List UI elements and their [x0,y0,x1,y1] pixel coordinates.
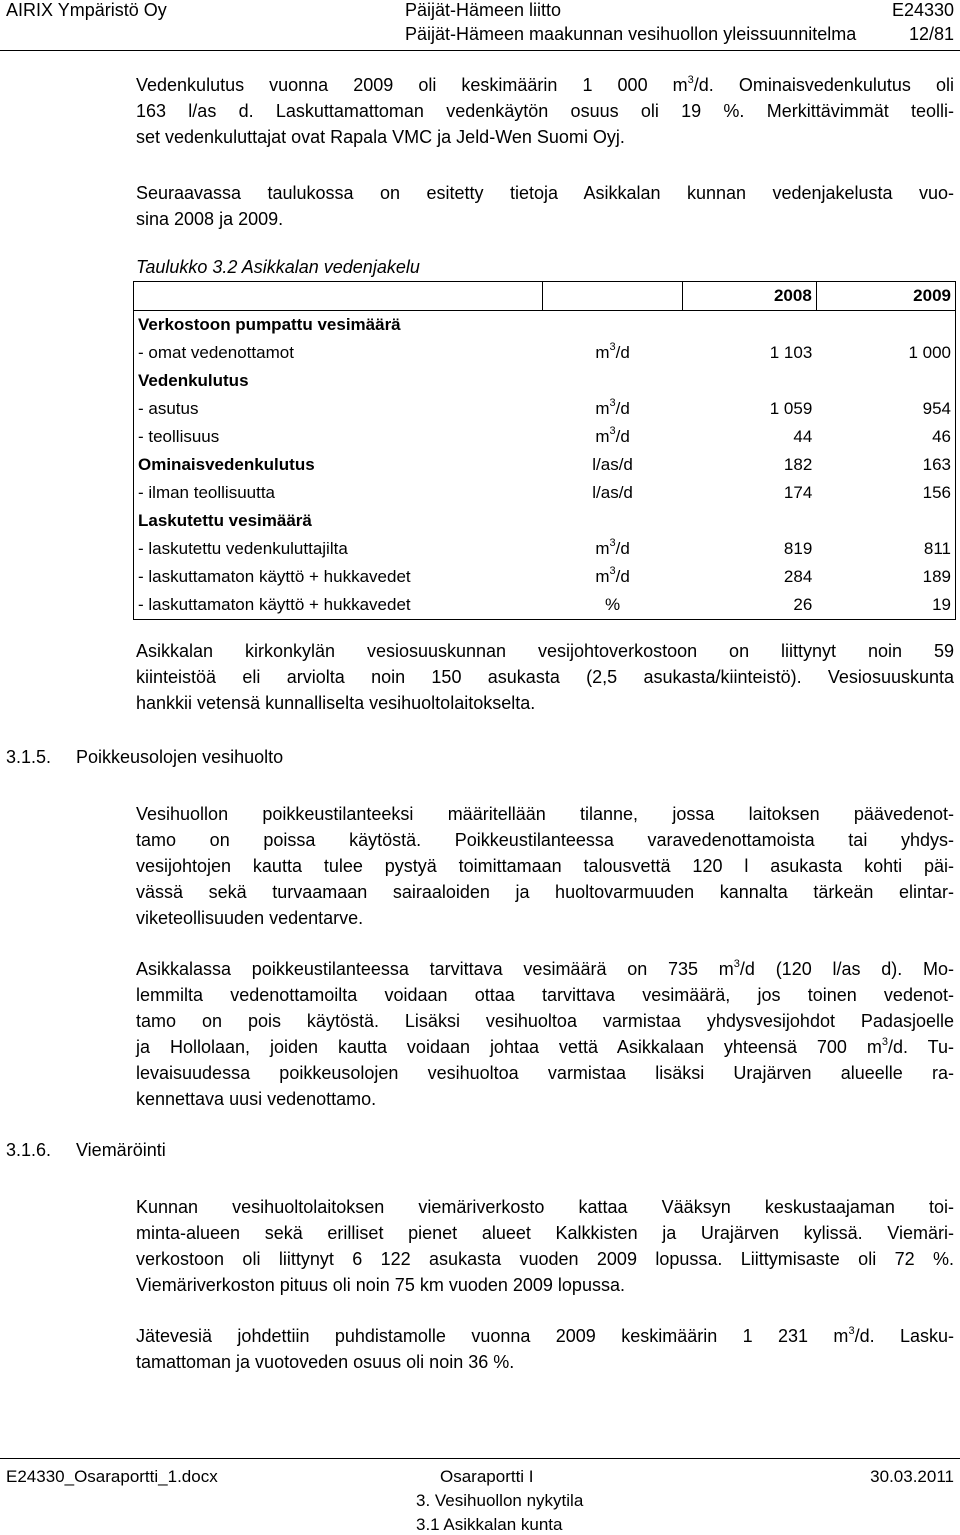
text-line [136,1323,954,1349]
row-label: - asutus [134,395,543,423]
value-2008: 1 059 [769,399,813,418]
text-line: viketeollisuuden vedentarve. [136,908,364,928]
row-unit: $m^3/d$ [595,425,630,446]
row-label: - omat vedenottamot [134,339,543,367]
row-unit: l/as/d [592,483,633,502]
value-2008 [682,367,816,395]
value-2008 [682,507,816,535]
text-line: kennettava uusi vedenottamo. [136,1089,377,1109]
header-cell-empty [134,282,543,311]
text-line: Viemäriverkoston pituus oli noin 75 km vuoden 2009 lopussa. [136,1275,625,1295]
value-2008 [682,311,816,340]
page-number: 12/81 [908,24,954,44]
text-line: 163 l/as d. Laskuttamattoman vedenkäytön osuus oli 19 %. Merkittävimmät teolli- [136,101,954,121]
text-line: vässä sekä turvaamaan sairaaloiden ja huoltovarmuuden kannalta tärkeän elintar- [136,882,954,902]
table-row [134,311,956,340]
paragraph-sewer-network [136,1194,954,1298]
table-row [134,339,956,367]
text-fragment: Jätevesiä johdettiin puhdistamolle vuonna 2009 keskimäärin 1 231 m [136,1326,849,1346]
row-label: - teollisuus [134,423,543,451]
footer-subchapter: 3.1 Asikkalan kunta [416,1515,563,1534]
header-cell-empty [543,282,682,311]
table-row [134,535,956,563]
value-2009: 156 [816,479,955,507]
value-2008: 1 103 [769,343,813,362]
value-2009 [816,507,955,535]
text-line: tamo on pois käytöstä. Lisäksi vesihuoltoa varmistaa yhdysvesijohdot Padasjoelle [136,1011,954,1031]
unit-superscript: 3 [687,74,694,86]
unit-superscript: 3 [609,397,616,410]
row-label: - laskutettu vedenkuluttajilta [134,535,543,563]
table-header-row [134,282,956,311]
row-label: Ominaisvedenkulutus [134,451,543,479]
row-unit [543,507,682,535]
value-2008: 44 [793,427,813,446]
value-2009: 1 000 [816,339,955,367]
value-2009: 189 [816,563,955,591]
unit-superscript: 3 [848,1325,855,1337]
row-label: Laskutettu vesimäärä [134,507,543,535]
row-label: - ilman teollisuutta [134,479,543,507]
value-2009 [816,367,955,395]
project-code: E24330 [891,0,954,20]
table-row [134,367,956,395]
text-fragment: ja Hollolaan, joiden kautta voidaan johtaa vettä Asikkalaan yhteensä 700 m [136,1037,882,1057]
table-row [134,591,956,620]
value-2008: 26 [682,591,816,620]
value-2008: 819 [783,539,813,558]
paragraph-emergency-supply [136,956,954,1112]
header-year-2008: 2008 [682,282,816,311]
table-row [134,507,956,535]
value-2009: 811 [816,535,955,563]
section-title: Viemäröinti [76,1140,166,1160]
text-fragment: /d (120 l/as d). Mo- [739,959,955,979]
paragraph-table-intro [136,180,954,232]
text-line: sina 2008 ja 2009. [136,209,284,229]
text-fragment: /d. Tu- [888,1037,954,1057]
row-label: - laskuttamaton käyttö + hukkavedet [134,563,543,591]
row-label: Vedenkulutus [134,367,543,395]
value-2008: 284 [783,567,813,586]
text-line: Asikkalan kirkonkylän vesiosuuskunnan vesijohtoverkostoon on liittynyt noin 59 [136,641,954,661]
paragraph-consumption [136,72,954,150]
section-number: 3.1.5. [6,747,52,767]
table-row [134,563,956,591]
unit-superscript: 3 [609,425,616,438]
row-label: - laskuttamaton käyttö + hukkavedet [134,591,543,620]
plan-title: Päijät-Hämeen maakunnan vesihuollon yleissuunnitelma [405,24,857,44]
value-2009: 46 [816,423,955,451]
water-distribution-table [133,281,956,620]
row-unit: $m^3/d$ [595,397,630,418]
paragraph-wastewater [136,1323,954,1375]
unit-superscript: 3 [609,537,616,550]
text-fragment: /d. Ominaisvedenkulutus oli [693,75,954,95]
text-line [136,72,954,98]
row-unit [543,367,682,395]
header-rule [0,50,960,51]
value-2009: 163 [816,451,955,479]
text-fragment: Asikkalassa poikkeustilanteessa tarvittava vesimäärä on 735 m [136,959,734,979]
text-line: levaisuudessa poikkeusolojen vesihuoltoa varmistaa lisäksi Urajärven alueelle ra- [136,1063,954,1083]
text-line: kiinteistöä eli arviolta noin 150 asukasta (2,5 asukasta/kiinteistö). Vesiosuuskunta [136,667,954,687]
text-line: Seuraavassa taulukossa on esitetty tietoja Asikkalan kunnan vedenjakelusta vuo- [136,183,954,203]
row-unit: $m^3/d$ [595,537,630,558]
unit-superscript: 3 [609,341,616,354]
section-heading-sewerage [6,1140,166,1161]
value-2008: 182 [783,455,813,474]
text-line [136,956,954,982]
table-caption: Taulukko 3.2 Asikkalan vedenjakelu [136,257,420,277]
text-line [136,1034,954,1060]
text-line: minta-alueen sekä erilliset pienet alueet Kalkkisten ja Urajärven kylissä. Viemäri- [136,1223,954,1243]
section-heading-emergency [6,747,283,768]
text-line: set vedenkuluttajat ovat Rapala VMC ja Jeld-Wen Suomi Oyj. [136,127,625,147]
table-row [134,479,956,507]
text-line: tamo on poissa käytöstä. Poikkeustilanteessa varavedenottamoista tai yhdys- [136,830,954,850]
unit-superscript: 3 [733,958,740,970]
table-row [134,395,956,423]
text-line: hankkii vetensä kunnalliselta vesihuoltolaitokselta. [136,693,536,713]
unit-superscript: 3 [881,1036,889,1048]
text-line: Vesihuollon poikkeustilanteeksi määritellään tilanne, jossa laitoksen päävedenot- [136,804,954,824]
footer-chapter: 3. Vesihuollon nykytila [416,1491,584,1510]
row-label: Verkostoon pumpattu vesimäärä [134,311,543,340]
value-2008: 174 [783,483,813,502]
header-year-2009: 2009 [816,282,955,311]
value-2009: 954 [816,395,955,423]
text-line: verkostoon oli liittynyt 6 122 asukasta vuoden 2009 lopussa. Liittymisaste oli 72 %. [136,1249,954,1269]
text-line: Kunnan vesihuoltolaitoksen viemäriverkosto kattaa Vääksyn keskustaajaman toi- [136,1197,954,1217]
unit-superscript: 3 [609,565,616,578]
table-row [134,423,956,451]
footer-filename: E24330_Osaraportti_1.docx [6,1467,218,1486]
footer-report: Osaraportti I [440,1467,534,1486]
value-2009: 19 [816,591,955,620]
paragraph-emergency-definition [136,801,954,931]
row-unit: $m^3/d$ [595,341,630,362]
text-line: vesijohtojen kautta tulee pystyä toimittamaan talousvettä 120 l asukasta kohti päi- [136,856,954,876]
paragraph-cooperative [136,638,954,716]
row-unit: % [543,591,682,620]
text-fragment: Vedenkulutus vuonna 2009 oli keskimäärin 1 000 m [136,75,688,95]
section-number: 3.1.6. [6,1140,52,1160]
row-unit [543,311,682,340]
text-fragment: /d. Lasku- [854,1326,954,1346]
footer-date: 30.03.2011 [870,1467,954,1486]
text-line: lemmilta vedenottamoilta voidaan ottaa tarvittava vesimäärä, jos toinen vedenot- [136,985,954,1005]
row-unit: $m^3/d$ [595,565,630,586]
text-line: tamattoman ja vuotoveden osuus oli noin 36 %. [136,1352,515,1372]
footer-rule [0,1458,960,1459]
row-unit: l/as/d [592,455,633,474]
client-name: Päijät-Hämeen liitto [405,0,562,20]
section-title: Poikkeusolojen vesihuolto [76,747,284,767]
company-name: AIRIX Ympäristö Oy [6,0,167,20]
value-2009 [816,311,955,340]
table-row [134,451,956,479]
